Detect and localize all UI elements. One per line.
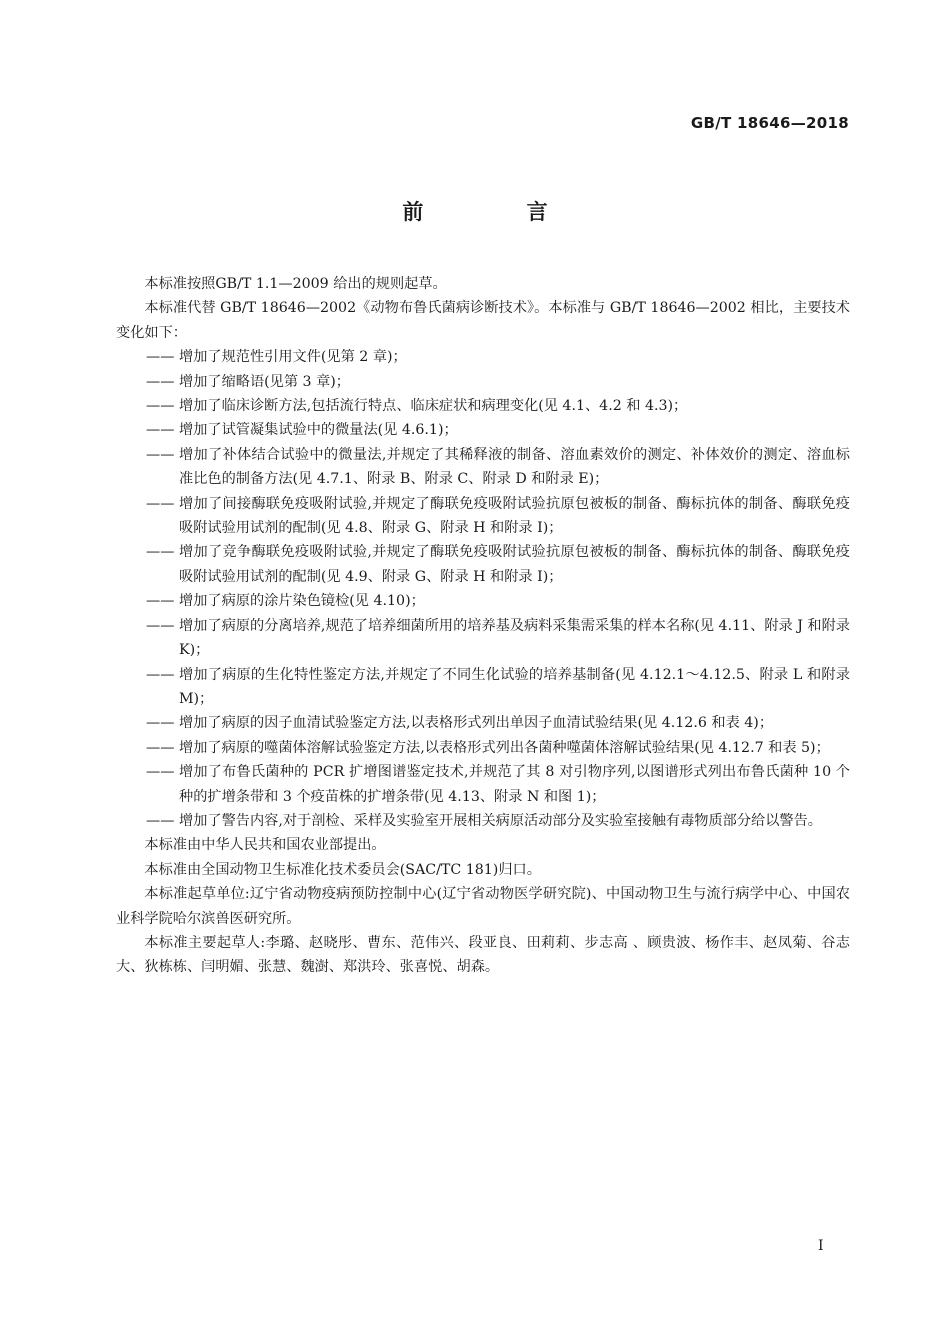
list-item bbox=[116, 736, 850, 760]
dash-marker: —— bbox=[146, 544, 175, 561]
paragraph: 本标准按照GB/T 1.1—2009 给出的规则起草。 bbox=[144, 276, 447, 292]
list-item-text: 增加了缩略语(见第 3 章)； bbox=[179, 373, 350, 390]
dash-marker: —— bbox=[146, 398, 175, 415]
list-item-text: 增加了病原的因子血清试验鉴定方法,以表格形式列出单因子血清试验结果(见 4.12.6 和表 4)； bbox=[179, 715, 774, 732]
standard-number: GB/T 18646—2018 bbox=[690, 114, 849, 132]
list-item-text: 增加了病原的涂片染色镜检(见 4.10)； bbox=[179, 593, 425, 610]
list-item-text: 增加了竞争酶联免疫吸附试验,并规定了酶联免疫吸附试验抗原包被板的制备、酶标抗体的制备、酶联免疫吸附试验用试剂的配制(见 4.9、附录 G、附录 H 和附录 I)； bbox=[179, 544, 850, 585]
dash-marker: —— bbox=[146, 349, 175, 366]
list-item-text: 增加了规范性引用文件(见第 2 章)； bbox=[179, 349, 407, 366]
list-item-text: 增加了病原的噬菌体溶解试验鉴定方法,以表格形式列出各菌种噬菌体溶解试验结果(见 4.12.7 和表 5)； bbox=[179, 739, 830, 756]
dash-marker: —— bbox=[146, 812, 175, 829]
dash-marker: —— bbox=[146, 373, 175, 390]
list-item-text: 增加了间接酶联免疫吸附试验,并规定了酶联免疫吸附试验抗原包被板的制备、酶标抗体的制备、酶联免疫吸附试验用试剂的配制(见 4.8、附录 G、附录 H 和附录 I)； bbox=[179, 495, 850, 537]
dash-marker: —— bbox=[146, 739, 175, 756]
list-item-text: 增加了布鲁氏菌种的 PCR 扩增图谱鉴定技术,并规范了其 8 对引物序列,以图谱形式列出布鲁氏菌种 10 个种的扩增条带和 3 个疫苗株的扩增条带(见 4.13、附录 N 和图 1)； bbox=[179, 764, 850, 805]
paragraph: 本标准起草单位:辽宁省动物疫病预防控制中心(辽宁省动物医学研究院)、中国动物卫生与流行病学中心、中国农业科学院哈尔滨兽医研究所。 bbox=[116, 886, 850, 927]
page-number: I bbox=[818, 1238, 824, 1254]
list-item-text: 增加了试管凝集试验中的微量法(见 4.6.1)； bbox=[179, 422, 458, 439]
list-item bbox=[116, 345, 850, 369]
dash-marker: —— bbox=[146, 446, 175, 463]
list-item-text: 增加了警告内容,对于剖检、采样及实验室开展相关病原活动部分及实验室接触有毒物质部分给以警告。 bbox=[179, 812, 822, 829]
dash-marker: —— bbox=[146, 764, 175, 781]
list-item-text: 增加了补体结合试验中的微量法,并规定了其稀释液的制备、溶血素效价的测定、补体效价的测定、溶血标准比色的制备方法(见 4.7.1、附录 B、附录 C、附录 D 和附录 E)； bbox=[179, 446, 850, 488]
dash-marker: —— bbox=[146, 593, 175, 610]
dash-marker: —— bbox=[146, 422, 175, 439]
list-item bbox=[116, 809, 850, 833]
list-item-text: 增加了临床诊断方法,包括流行特点、临床症状和病理变化(见 4.1、4.2 和 4.3)； bbox=[179, 398, 688, 415]
dash-marker: —— bbox=[146, 495, 175, 512]
dash-marker: —— bbox=[146, 666, 175, 683]
list-item-text: 增加了病原的分离培养,规范了培养细菌所用的培养基及病料采集需采集的样本名称(见 4.11、附录 J 和附录 K)； bbox=[179, 617, 850, 659]
page-title: 前 言 bbox=[402, 200, 596, 224]
paragraph: 本标准由全国动物卫生标准化技术委员会(SAC/TC 181)归口。 bbox=[144, 861, 541, 878]
list-item bbox=[116, 418, 850, 442]
list-item bbox=[116, 711, 850, 735]
list-item bbox=[116, 614, 850, 663]
list-item bbox=[116, 589, 850, 613]
list-item-text: 增加了病原的生化特性鉴定方法,并规定了不同生化试验的培养基制备(见 4.12.1～4.12.5、附录 L 和附录 M)； bbox=[179, 666, 850, 707]
list-item bbox=[116, 492, 850, 541]
list-item bbox=[116, 443, 850, 492]
list-item bbox=[116, 760, 850, 809]
foreword-body bbox=[116, 272, 850, 980]
dash-marker: —— bbox=[146, 715, 175, 732]
list-item bbox=[116, 370, 850, 394]
dash-marker: —— bbox=[146, 617, 175, 634]
paragraph: 本标准代替 GB/T 18646—2002《动物布鲁氏菌病诊断技术》。本标准与 GB/T 18646—2002 相比，主要技术变化如下： bbox=[116, 300, 850, 341]
list-item bbox=[116, 540, 850, 589]
paragraph: 本标准由中华人民共和国农业部提出。 bbox=[144, 837, 386, 854]
changes-list bbox=[116, 345, 850, 833]
list-item bbox=[116, 663, 850, 712]
paragraph: 本标准主要起草人:李璐、赵晓彤、曹东、范伟兴、段亚良、田莉莉、步志高 、顾贵波、杨作丰、赵凤菊、谷志大、狄栋栋、闫明媚、张慧、魏澍、郑洪玲、张喜悦、胡森。 bbox=[116, 934, 850, 976]
list-item bbox=[116, 394, 850, 418]
